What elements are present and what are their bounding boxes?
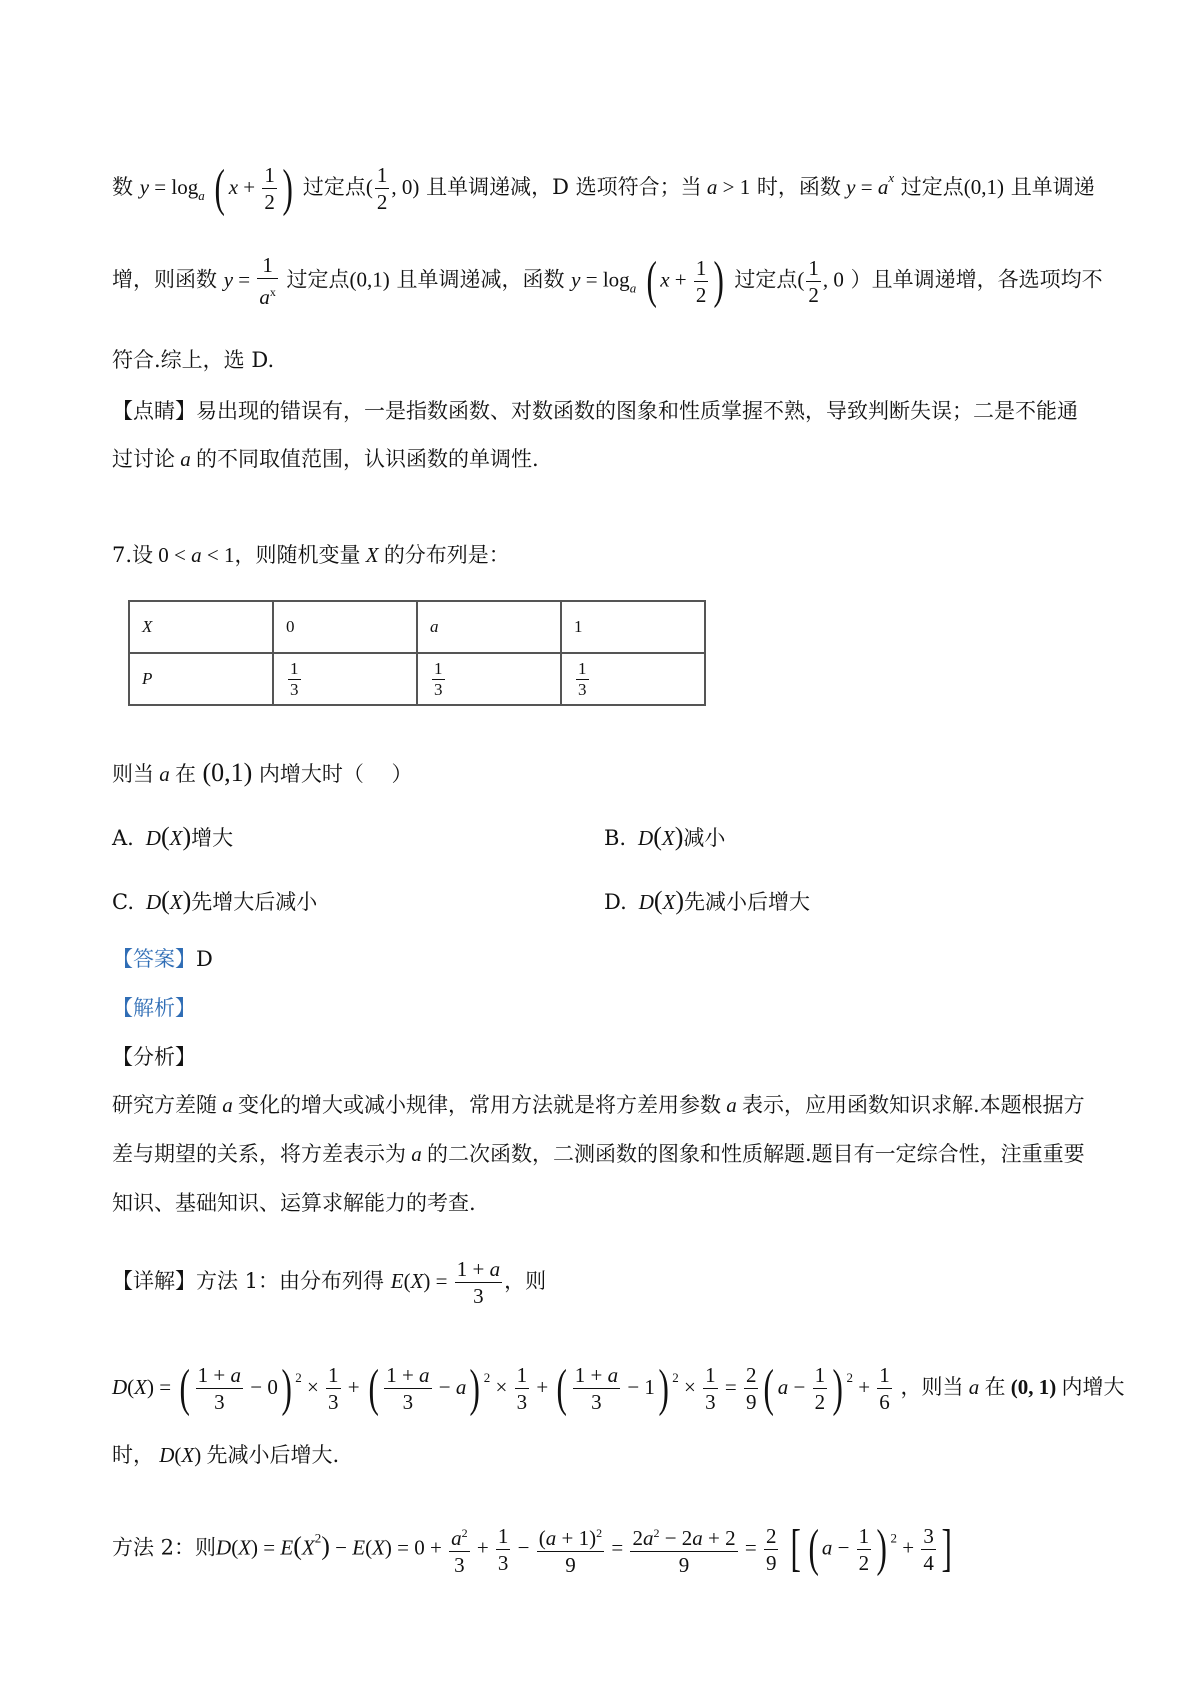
text: 易出现的错误有，一是指数函数、对数函数的图象和性质掌握不熟，导致判断失误；二是不能通 [196,399,1078,423]
text: 的不同取值范围，认识函数的单调性. [196,447,539,471]
text: 过定点 [900,175,964,199]
intro-line-1: 数 $y = \log_a$ ( x + $\frac{1}{2}$ ) 过定点( $\frac{1}{2}$ , 0) 且单调递减，D 选项符合；当 a > 1 时，函数 $y = a^x$ 过定点(0,1) 且单调递 [112,159,1095,217]
text: 过定点 [734,267,798,292]
table-cell [417,653,561,705]
dianjing-line-1 [112,396,1078,426]
text: 且单调递 [1010,175,1095,199]
option-text: 增大 [191,826,234,850]
text: X [142,617,153,636]
text: 数 [112,175,133,199]
text: 0 [286,617,295,636]
text: 的二次函数，二测函数的图象和性质解题.题目有一定综合性，注重重要 [427,1142,1085,1166]
text: 差与期望的关系，将方差表示为 [112,1142,406,1166]
text: ）且单调递增，各选项均不 [850,267,1103,292]
option-letter: C. [112,890,134,914]
text: 7.设 [112,543,154,567]
intro-line-3: 符合.综上，选 D. [112,348,275,372]
option-b[interactable]: B. D(X)减小 [604,822,726,851]
text: 过定点 [286,267,350,292]
text: 方法 2：则 [112,1535,217,1560]
analysis-line-1: 研究方差随 a 变化的增大或减小规律，常用方法就是将方差用参数 a 表示，应用函数知识求解.本题根据方 [112,1093,1085,1117]
table-cell [561,601,705,653]
detail-method-2: 方法 2：则$D(X) = E(X^2) - E(X) = 0$ + $\frac{a^2}{3}$ + $\frac{1}{3}$ − $\frac{(a + 1)^2}{9}$ = $\frac{2a^2 - 2a + 2}{9}$ = $\frac{2}{9}$ [ ( a − $\frac{1}{2}$ ) $^2$ + $\frac{3}{4}$ ] [112,1520,952,1577]
table-cell [273,601,417,653]
analysis-line-2: 差与期望的关系，将方差表示为 a 的二次函数，二测函数的图象和性质解题.题目有一定综合性，注重重要 [112,1142,1085,1166]
text: ，则当 [900,1375,964,1399]
text: 3 [578,679,587,699]
table-cell [417,601,561,653]
text: 1 [290,658,299,678]
text: 过讨论 [112,447,175,471]
text: 方法 1：由分布列得 [196,1269,385,1293]
text: 的分布列是： [383,543,510,567]
option-letter: D. [604,890,627,914]
table-cell [561,653,705,705]
option-letter: A. [112,826,134,850]
dianjing-tag: 【点睛】 [112,399,196,423]
text: a [430,617,439,636]
option-letter: B. [604,826,627,850]
text: 在 [984,1375,1006,1399]
table-row [129,653,705,705]
text: 时， [112,1443,154,1467]
option-c[interactable]: C. D(X)先增大后减小 [112,886,318,915]
text: ，则 [504,1269,547,1293]
text: 内增大时（ ） [258,762,413,786]
text: 3 [434,679,443,699]
answer-line [112,944,213,974]
question-ask: 则当 a 在 (0,1) 内增大时（ ） [112,758,413,787]
option-text: 先减小后增大 [684,890,811,914]
option-a[interactable]: A. D(X)增大 [112,822,234,851]
text: ，则随机变量 [234,543,361,567]
option-d[interactable]: D. D(X)先减小后增大 [604,886,811,915]
intro-line-2: 增，则函数 y = $\frac{1}{a^x}$ 过定点(0,1) 且单调递减，函数 $y = \log_a$ ( x + $\frac{1}{2}$ ) 过定点( $\frac{1}{2}$ , 0 ）且单调递增，各选项均不 [112,252,1103,309]
text: 表示，应用函数知识求解.本题根据方 [742,1093,1085,1117]
detail-formula-line: D(X) = ( $\frac{1 + a}{3}$ − 0) $^2$ × $\frac{1}{3}$ + ( $\frac{1 + a}{3}$ − a) $^2$ × $\frac{1}{3}$ + ( $\frac{1 + a}{3}$ − 1) $^2$ × $\frac{1}{3}$ = $\frac{2}{9}$ ( a − $\frac{1}{2}$ ) $^2$ + $\frac{1}{6}$ ，则当 a 在 (0, 1) 内增大 [112,1359,1125,1417]
text: 内增大 [1061,1375,1125,1399]
text: 1 [434,658,443,678]
text: 且单调递减，函数 [396,267,565,292]
text: 先减小后增大. [206,1443,340,1467]
detail-line-1: 【详解】方法 1：由分布列得 E(X) = $\frac{1 + a}{3}$ ，则 [112,1257,547,1308]
text: P [142,669,153,688]
answer-tag: 【答案】 [112,947,196,971]
table-cell [273,653,417,705]
text: 在 [175,762,196,786]
analysis-line-3: 知识、基础知识、运算求解能力的考查. [112,1191,476,1215]
text: 研究方差随 [112,1093,217,1117]
text: 增，则函数 [112,267,217,292]
option-text: 先增大后减小 [191,890,318,914]
question-stem: 7.设 0 < a < 1，则随机变量 X 的分布列是： [112,543,510,567]
table-row [129,601,705,653]
text: 且单调递减，D 选项符合；当 [426,175,702,199]
answer-value: D [196,947,213,971]
text: 3 [290,679,299,699]
dianjing-line-2: 过讨论 a 的不同取值范围，认识函数的单调性. [112,447,539,471]
text: 则当 [112,762,154,786]
text: 时，函数 [756,175,841,199]
text: 过定点 [302,175,366,199]
text: 1 [574,617,583,636]
detail-tag: 【详解】 [112,1269,196,1293]
jiexi-tag: 【解析】 [112,996,196,1020]
text: 变化的增大或减小规律，常用方法就是将方差用参数 [238,1093,721,1117]
fenxi-tag: 【分析】 [112,1045,196,1069]
option-text: 减小 [683,826,726,850]
table-cell [129,653,273,705]
table-cell [129,601,273,653]
text: 1 [578,658,587,678]
detail-line-3: 时， D(X) 先减小后增大. [112,1443,340,1467]
distribution-table [128,600,706,706]
